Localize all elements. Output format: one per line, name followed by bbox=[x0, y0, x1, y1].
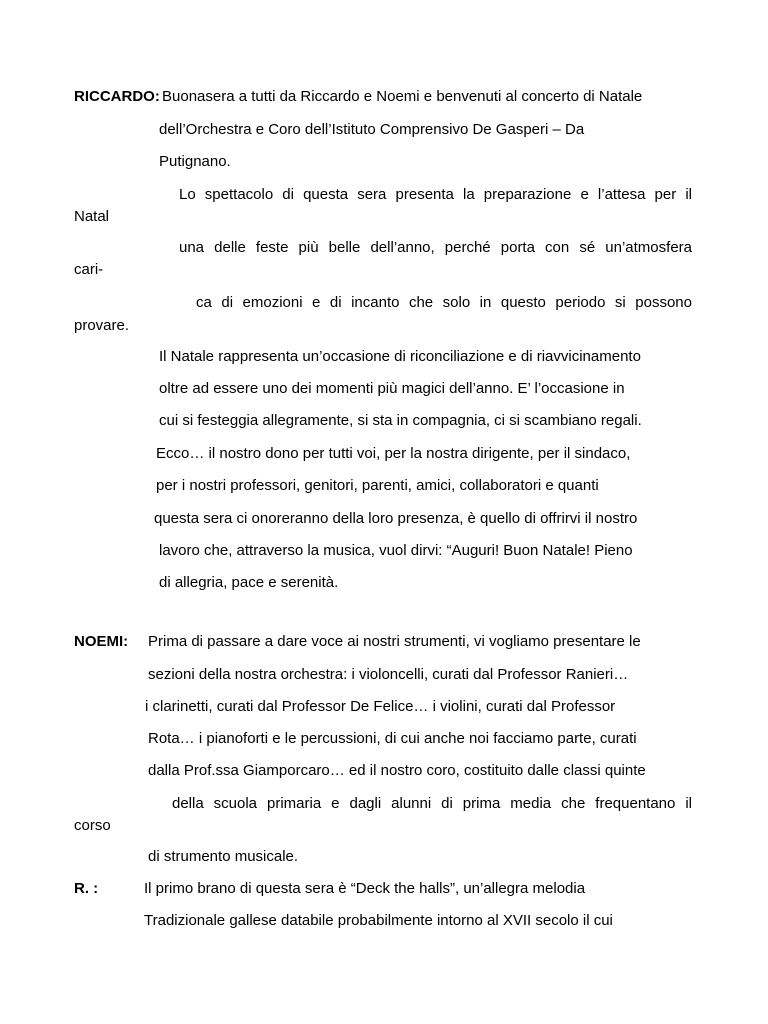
text-line: questa sera ci onoreranno della loro presenza, è quello di offrirvi il nostro bbox=[154, 510, 638, 527]
text-line: i clarinetti, curati dal Professor De Felice… i violini, curati dal Professor bbox=[145, 698, 616, 715]
text-line: Ecco… il nostro dono per tutti voi, per la nostra dirigente, per il sindaco, bbox=[156, 445, 631, 462]
text-line: dalla Prof.ssa Giamporcaro… ed il nostro coro, costituito dalle classi quinte bbox=[148, 762, 646, 779]
speaker-label: R. : bbox=[74, 880, 99, 897]
text-line: Rota… i pianoforti e le percussioni, di cui anche noi facciamo parte, curati bbox=[148, 730, 637, 747]
text-line: di allegria, pace e serenità. bbox=[159, 574, 339, 591]
text-line: Lo spettacolo di questa sera presenta la preparazione e l’attesa per il bbox=[179, 186, 692, 203]
text-line: corso bbox=[74, 817, 111, 834]
text-line: ca di emozioni e di incanto che solo in questo periodo si possono bbox=[196, 294, 692, 311]
text-line: una delle feste più belle dell’anno, perché porta con sé un’atmosfera bbox=[179, 239, 692, 256]
text-line: Il primo brano di questa sera è “Deck the halls”, un’allegra melodia bbox=[144, 880, 586, 897]
text-line: per i nostri professori, genitori, parenti, amici, collaboratori e quanti bbox=[156, 477, 599, 494]
text-line: della scuola primaria e dagli alunni di prima media che frequentano il bbox=[172, 795, 692, 812]
text-line: di strumento musicale. bbox=[148, 848, 299, 865]
text-line: dell’Orchestra e Coro dell’Istituto Comprensivo De Gasperi – Da bbox=[159, 121, 585, 138]
text-line: Natal bbox=[74, 208, 110, 225]
text-line: sezioni della nostra orchestra: i violoncelli, curati dal Professor Ranieri… bbox=[148, 666, 629, 683]
text-line: Prima di passare a dare voce ai nostri strumenti, vi vogliamo presentare le bbox=[148, 633, 641, 650]
text-line: provare. bbox=[74, 317, 130, 334]
speaker-label: NOEMI: bbox=[74, 633, 129, 650]
text-line: cari- bbox=[74, 261, 104, 278]
text-line: Buonasera a tutti da Riccardo e Noemi e benvenuti al concerto di Natale bbox=[162, 88, 643, 105]
text-line: oltre ad essere uno dei momenti più magici dell’anno. E’ l’occasione in bbox=[159, 380, 625, 397]
text-line: Il Natale rappresenta un’occasione di riconciliazione e di riavvicinamento bbox=[159, 348, 641, 365]
text-line: Tradizionale gallese databile probabilmente intorno al XVII secolo il cui bbox=[144, 912, 613, 929]
text-line: cui si festeggia allegramente, si sta in compagnia, ci si scambiano regali. bbox=[159, 412, 642, 429]
text-line: Putignano. bbox=[159, 153, 231, 170]
text-line: lavoro che, attraverso la musica, vuol dirvi: “Auguri! Buon Natale! Pieno bbox=[159, 542, 633, 559]
speaker-label: RICCARDO: bbox=[74, 88, 160, 105]
